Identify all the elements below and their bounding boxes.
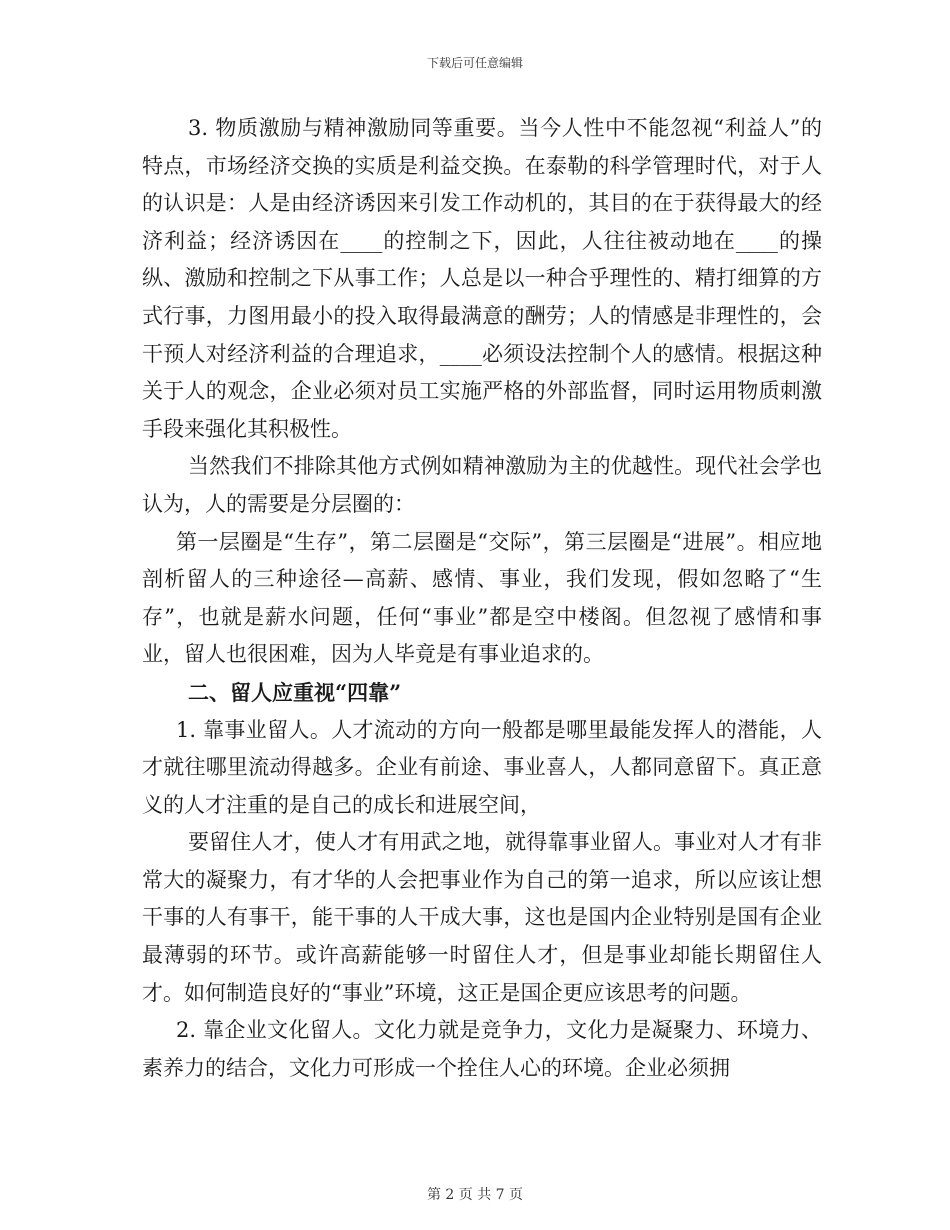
page-header: 下载后可任意编辑 (426, 56, 523, 70)
paragraph-spiritual-incentive: 当然我们不排除其他方式例如精神激励为主的优越性。现代社会学也认为，人的需要是分层圈的： (142, 454, 822, 516)
paragraph-career-retention-detail: 要留住人才，使人才有用武之地，就得靠事业留人。事业对人才有非常大的凝聚力，有才华的人会把事业作为自己的第一追求，所以应该让想干事的人有事干，能干事的人干成大事，这也是国内企业特别是国有企业最薄弱的环节。或许高薪能够一时留住人才，但是事业却能长期留住人才。如何制造良好的“事业”环境，这正是国企更应该思考的问题。 (142, 830, 822, 1005)
document-body (142, 110, 822, 1087)
paragraph-career-retention: 1. 靠事业留人。人才流动的方向一般都是哪里最能发挥人的潜能，人才就往哪里流动得越多。企业有前途、事业喜人，人都同意留下。真正意义的人才注重的是自己的成长和进展空间， (142, 717, 822, 817)
paragraph-material-incentive: 3. 物质激励与精神激励同等重要。当今人性中不能忽视“利益人”的特点，市场经济交换的实质是利益交换。在泰勒的科学管理时代，对于人的认识是：人是由经济诱因来引发工作动机的，其目的在于获得最大的经济利益；经济诱因在____的控制之下，因此，人往往被动地在____的操纵、激励和控制之下从事工作；人总是以一种合乎理性的、精打细算的方式行事，力图用最小的投入取得最满意的酬劳；人的情感是非理性的，会干预人对经济利益的合理追求，____必须设法控制个人的感情。根据这种关于人的观念，企业必须对员工实施严格的外部监督，同时运用物质刺激手段来强化其积极性。 (142, 116, 822, 441)
page-footer: 第 2 页 共 7 页 (426, 1187, 524, 1203)
paragraph-need-levels: 第一层圈是“生存”，第二层圈是“交际”，第三层圈是“进展”。相应地剖析留人的三种途径—高薪、感情、事业，我们发现，假如忽略了“生存”，也就是薪水问题，任何“事业”都是空中楼阁。但忽视了感情和事业，留人也很困难，因为人毕竟是有事业追求的。 (142, 529, 822, 667)
section-heading-four-relies: 二、留人应重视“四靠” (188, 679, 402, 705)
paragraph-culture-retention: 2. 靠企业文化留人。文化力就是竞争力，文化力是凝聚力、环境力、素养力的结合，文化力可形成一个拴住人心的环境。企业必须拥 (142, 1018, 822, 1080)
